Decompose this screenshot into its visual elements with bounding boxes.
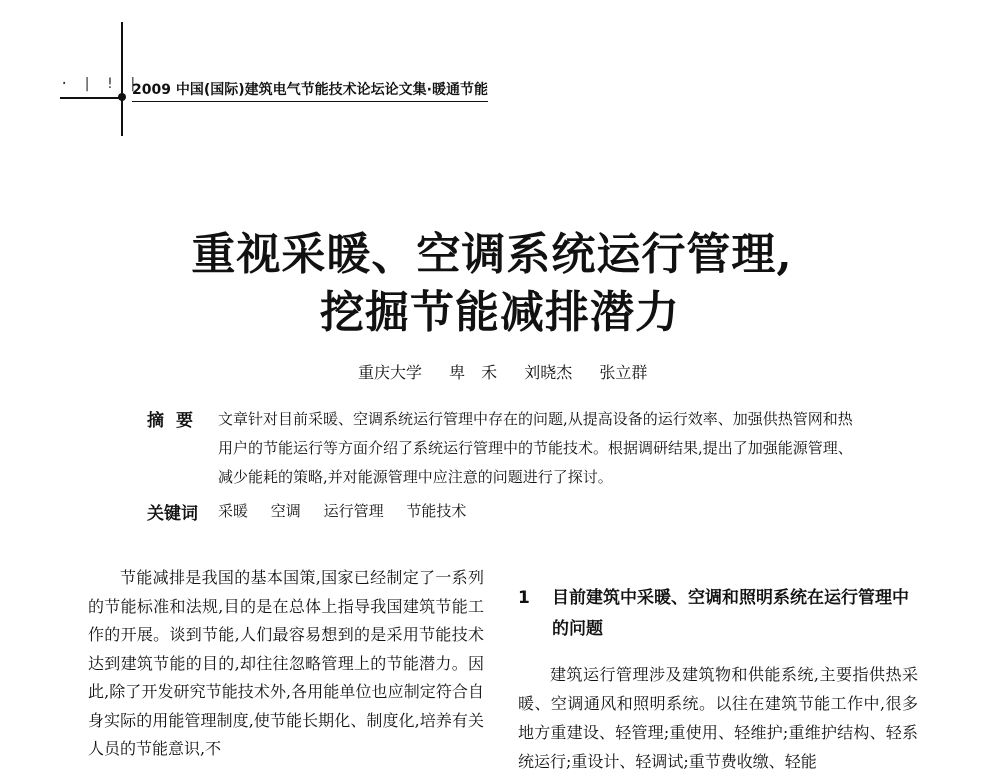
body-right-column: 建筑运行管理涉及建筑物和供能系统,主要指供热采暖、空调通风和照明系统。以往在建筑节能工作中,很多地方重建设、轻管理;重使用、轻维护;重维护结构、轻系统运行;重设计、轻调试;重节费收缴、轻能 [518,665,918,771]
author-2: 刘晓杰 [524,363,573,382]
crop-mark-dot [118,93,126,101]
author-1: 卑 禾 [449,363,498,382]
keyword: 运行管理 [323,502,384,520]
margin-marks: · | ! | [60,76,141,92]
paper-title-line-2: 挖掘节能减排潜力 [320,287,680,338]
section-title: 目前建筑中采暖、空调和照明系统在运行管理中的问题 [552,588,909,639]
keyword: 节能技术 [406,502,467,520]
running-header: 2009 中国(国际)建筑电气节能技术论坛论文集·暖通节能 [132,79,488,102]
keywords-list [218,500,484,521]
abstract-text: 文章针对目前采暖、空调系统运行管理中存在的问题,从提高设备的运行效率、加强供热管网和热用户的节能运行等方面介绍了系统运行管理中的节能技术。根据调研结果,提出了加强能源管理、减少能耗的策略,并对能源管理中应注意的问题进行了探讨。 [218,410,853,486]
crop-mark-horizontal [60,97,125,99]
body-left-column: 节能减排是我国的基本国策,国家已经制定了一系列的节能标准和法规,目的是在总体上指导我国建筑节能工作的开展。谈到节能,人们最容易想到的是采用节能技术达到建筑节能的目的,却往往忽略管理上的节能潜力。因此,除了开发研究节能技术外,各用能单位也应制定符合自身实际的用能管理制度,使节能长期化、制度化,培养有关人员的节能意识,不 [88,568,484,758]
abstract-label: 摘要 [147,411,205,431]
keyword: 采暖 [218,502,249,520]
section-number: 1 [518,588,530,608]
author-line [358,360,669,383]
section-heading [518,583,918,645]
keywords-label: 关键词 [147,504,198,524]
keyword: 空调 [270,502,301,520]
author-3: 张立群 [599,363,648,382]
affiliation: 重庆大学 [358,363,423,382]
paper-title-line-1: 重视采暖、空调系统运行管理, [191,229,793,280]
